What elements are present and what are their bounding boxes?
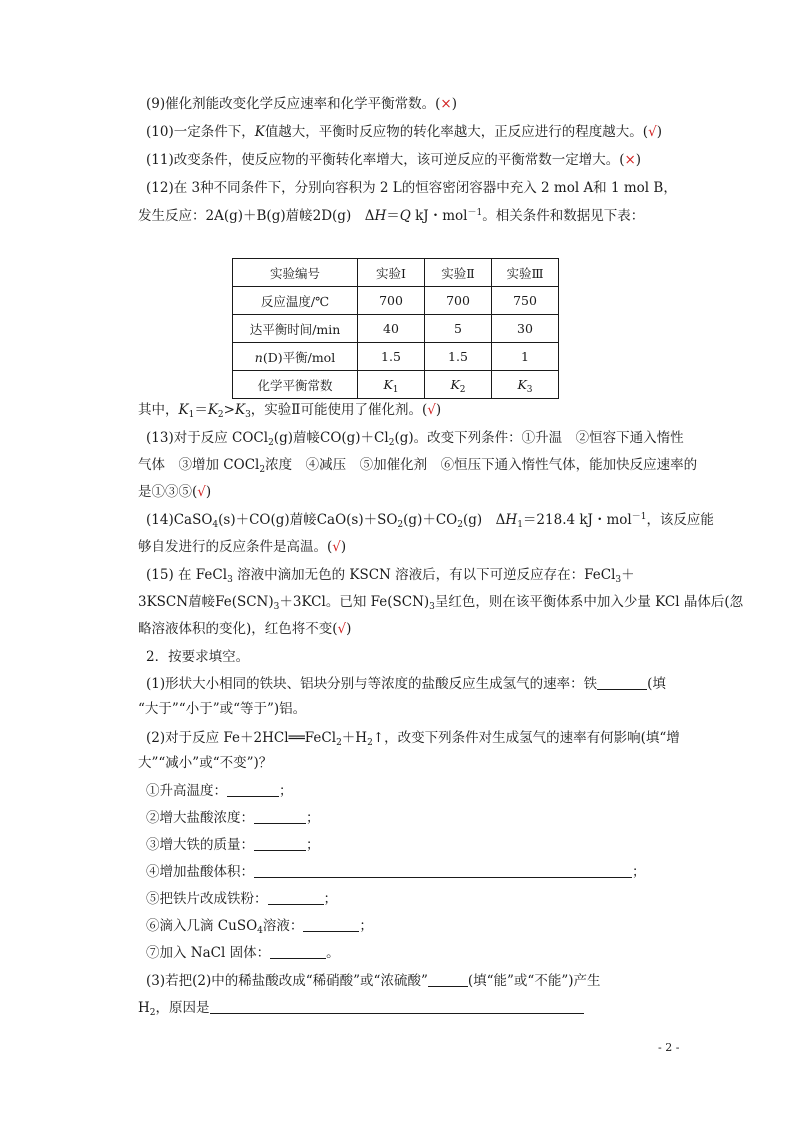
answer-blank[interactable]	[254, 863, 632, 878]
table-cell: 750	[492, 287, 559, 315]
question-1-line2: “大于”“小于”或“等于”)铝。	[138, 701, 307, 717]
answer-blank[interactable]	[428, 972, 468, 987]
table-cell: $K_3$	[492, 371, 559, 399]
cross-mark-icon: ×	[624, 152, 636, 168]
answer-blank[interactable]	[227, 782, 279, 797]
check-mark-icon: √	[337, 621, 347, 637]
question-3-line1: (3)若把(2)中的稀盐酸改成“稀硝酸”或“浓硫酸” (填“能”或“不能”)产生	[146, 973, 601, 989]
statement-12-conclusion: 其中，$K_1=K_2>K_3$，实验Ⅱ可能使用了催化剂。(√)	[138, 402, 442, 420]
check-mark-icon: √	[427, 402, 436, 418]
question-2-item: ①升高温度： ；	[146, 783, 293, 799]
table-row	[233, 343, 559, 371]
check-mark-icon: √	[648, 124, 657, 140]
table-row	[233, 315, 559, 343]
experiment-table	[232, 258, 559, 399]
statement-12-line2: 发生反应：2A(g)＋B(g)葿帹2D(g) ΔH＝Q kJ・mol$^{-1}$。相关条件和数据见下表：	[138, 208, 645, 224]
answer-blank[interactable]	[268, 890, 324, 905]
table-header-cell: 实验编号	[233, 259, 358, 287]
table-cell: 1.5	[358, 343, 425, 371]
statement-11: (11)改变条件，使反应物的平衡转化率增大，该可逆反应的平衡常数一定增大。(×)	[146, 152, 642, 168]
table-header-row	[233, 259, 559, 287]
answer-blank[interactable]	[303, 917, 359, 932]
question-3-line2: $H_2$，原因是	[138, 998, 584, 1018]
table-cell: 30	[492, 315, 559, 343]
cross-mark-icon: ×	[440, 96, 452, 112]
answer-blank[interactable]	[270, 944, 326, 959]
statement-13-line1: (13)对于反应 COCl$_2$(g)葿帹$CO(g)+Cl_2(g)$。改变下列条件：①升温 ②恒容下通入惰性	[146, 430, 684, 448]
table-cell: 5	[425, 315, 492, 343]
table-cell: $K_1$	[358, 371, 425, 399]
statement-14-line2: 够自发进行的反应条件是高温。(√)	[138, 539, 347, 555]
table-cell: 40	[358, 315, 425, 343]
table-cell: 700	[425, 287, 492, 315]
question-2-item: ⑥滴入几滴 CuSO$_4$溶液： ；	[146, 918, 373, 936]
table-row-label: 达平衡时间/min	[233, 315, 358, 343]
table-cell: 700	[358, 287, 425, 315]
statement-12-line1: (12)在 3种不同条件下，分别向容积为 2 L的恒容密闭容器中充入 2 mol A和 1 mol B，	[146, 180, 677, 196]
answer-blank[interactable]	[254, 836, 306, 851]
statement-15-line2: 3KSCN葿帹$Fe(SCN)_3+3KCl$。已知 $Fe(SCN)_3$呈红色，则在该平衡体系中加入少量 KCl 晶体后(忽	[138, 594, 744, 612]
table-header-cell: 实验Ⅲ	[492, 259, 559, 287]
question-2-line2: 大”“减小”或“不变”)？	[138, 755, 273, 771]
answer-blank[interactable]	[210, 999, 584, 1014]
question-2-line1: (2)对于反应 $Fe+2HCl══FeCl_2+H_2↑$，改变下列条件对生成氢气的速率有何影响(填“增	[146, 730, 680, 748]
question-2-item: ⑦加入 NaCl 固体： 。	[146, 945, 340, 961]
check-mark-icon: √	[332, 539, 341, 555]
page-number: - 2 -	[658, 1041, 680, 1054]
section-2-title: 2．按要求填空。	[146, 649, 250, 665]
table-cell: 1	[492, 343, 559, 371]
statement-15-line3: 略溶液体积的变化)，红色将不变(√)	[138, 621, 352, 637]
question-2-item: ③增大铁的质量： ；	[146, 837, 320, 853]
question-2-item: ④增加盐酸体积： ；	[146, 864, 646, 880]
statement-9: (9)催化剂能改变化学反应速率和化学平衡常数。(×)	[146, 96, 457, 112]
statement-10: (10)一定条件下，K值越大，平衡时反应物的转化率越大，正反应进行的程度越大。(√)	[146, 124, 662, 140]
table-row	[233, 371, 559, 399]
answer-blank[interactable]	[254, 809, 306, 824]
table-row-label: 化学平衡常数	[233, 371, 358, 399]
table-cell: 1.5	[425, 343, 492, 371]
table-header-cell: 实验Ⅰ	[358, 259, 425, 287]
statement-13-line2: 气体 ③增加 COCl$_2$浓度 ④减压 ⑤加催化剂 ⑥恒压下通入惰性气体，能加快反应速率的	[138, 457, 698, 475]
table-row-label: 反应温度/℃	[233, 287, 358, 315]
table-row	[233, 287, 559, 315]
statement-14-line1: (14)CaSO$_4$(s)＋CO(g)葿帹$CaO(s)+SO_2(g)+CO_2(g)$ $\Delta H_1=218.4$ kJ・mol$^{-1}$，该反应能	[146, 512, 714, 530]
table-header-cell: 实验Ⅱ	[425, 259, 492, 287]
question-1-line1: (1)形状大小相同的铁块、铝块分别与等浓度的盐酸反应生成氢气的速率：铁 (填	[146, 676, 666, 692]
statement-13-line3: 是①③⑤(√)	[138, 484, 212, 500]
table-cell: $K_2$	[425, 371, 492, 399]
question-2-item: ②增大盐酸浓度： ；	[146, 810, 320, 826]
question-2-item: ⑤把铁片改成铁粉： ；	[146, 891, 337, 907]
table-row-label: n(D)平衡/mol	[233, 343, 358, 371]
check-mark-icon: √	[197, 484, 206, 500]
answer-blank[interactable]	[597, 675, 647, 690]
statement-15-line1: (15) 在 FeCl$_3$ 溶液中滴加无色的 KSCN 溶液后，有以下可逆反应存在：FeCl$_3$＋	[146, 567, 635, 585]
